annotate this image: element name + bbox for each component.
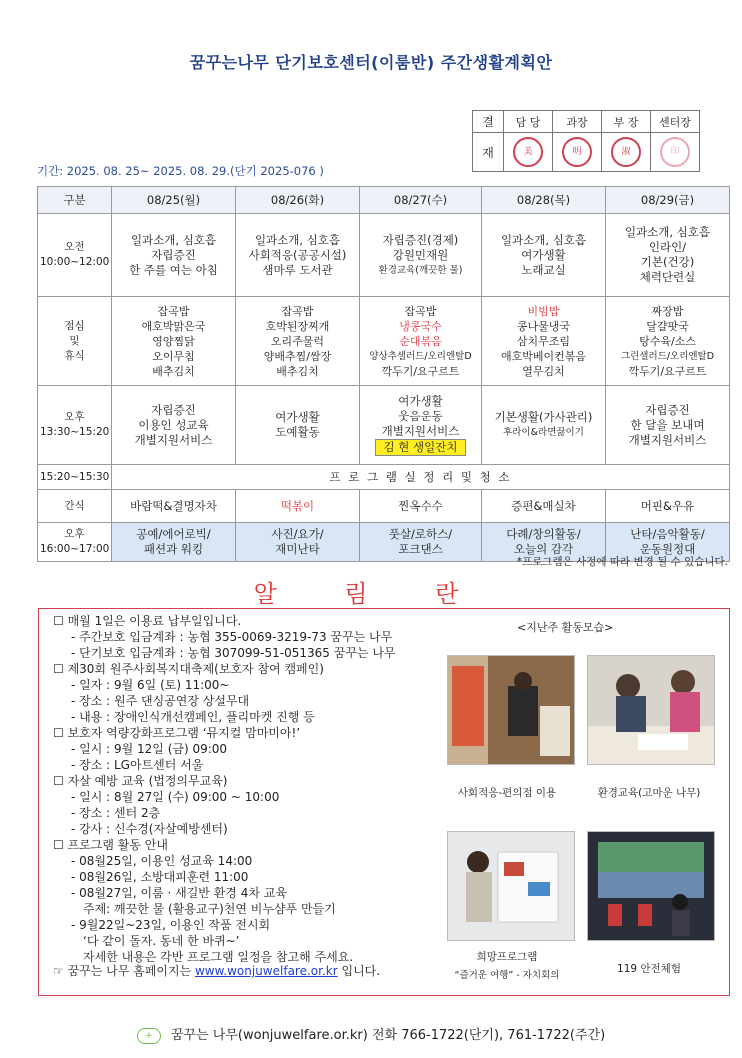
- caption: 희망프로그램: [476, 951, 538, 963]
- header-cell: 08/29(금): [606, 187, 730, 214]
- notice-item: - 일시 : 9월 12일 (금) 09:00: [71, 742, 228, 756]
- period: 기간: 2025. 08. 25~ 2025. 08. 29.(단기 2025-076 ): [37, 164, 324, 178]
- notice-item: - 일자 : 9월 6일 (토) 11:00~: [71, 678, 230, 692]
- footer-text: 꿈꾸는 나무(wonjuwelfare.or.kr) 전화 766-1722(단기), 761-1722(주간): [170, 1028, 606, 1043]
- notice-item: ‘다 같이 돌자. 동네 한 바퀴~’: [83, 934, 240, 948]
- schedule-table: [37, 186, 730, 562]
- notice-item: - 단기보호 입금계좌 : 농협 307099-51-051365 꿈꾸는 나무: [71, 646, 396, 660]
- homepage-link[interactable]: www.wonjuwelfare.or.kr: [194, 964, 338, 978]
- footer: [0, 1024, 742, 1044]
- lunch-wed: 잡곡밥 냉콩국수 순대볶음 양상추샐러드/오리엔탈D 깍두기/요구르트: [360, 297, 482, 386]
- header-cell: 08/26(화): [236, 187, 360, 214]
- clean-text: 프 로 그 램 실 정 리 및 청 소: [112, 465, 730, 490]
- lunch-tue: 잡곡밥 호박된장찌개 오리주물럭 양배추찜/쌈장 배추김치: [236, 297, 360, 386]
- approval-label-top: 결: [473, 111, 504, 133]
- caption: 사회적응-편의점 이용: [457, 787, 557, 799]
- header-cell: 08/27(수): [360, 187, 482, 214]
- notice-item: - 08월25일, 이용인 성교육 14:00: [71, 854, 253, 868]
- row-label-pm: 오후 13:30~15:20: [38, 386, 112, 465]
- caption: 119 안전체험: [617, 963, 681, 975]
- lunch-thu: 비빔밥 콩나물냉국 삼치무조림 애호박베이컨볶음 열무김치: [482, 297, 606, 386]
- notice-heading: ☐ 자살 예방 교육 (법정의무교육): [53, 774, 228, 788]
- row-label-clean: 15:20~15:30: [38, 465, 112, 490]
- am-thu: 일과소개, 심호흡 여가생활 노래교실: [482, 214, 606, 297]
- photo-hope-program: [447, 831, 575, 941]
- row-label-late: 오후 16:00~17:00: [38, 523, 112, 562]
- pm-mon: 자립증진 이용인 성교육 개별지원서비스: [112, 386, 236, 465]
- notice-heading: ☐ 매월 1일은 이용료 납부일입니다.: [53, 614, 242, 628]
- caption: “즐거운 여행” - 자치회의: [454, 970, 560, 981]
- notice-item: - 9월22일~23일, 이용인 작품 전시회: [71, 918, 271, 932]
- notice-item: - 장소 : 원주 댄싱공연장 상설무대: [71, 694, 250, 708]
- role-manager: 과장: [553, 111, 602, 133]
- header-cell: 08/28(목): [482, 187, 606, 214]
- pm-wed: 여가생활 웃음운동 개별지원서비스 김 현 생일잔치: [360, 386, 482, 465]
- row-label-lunch: 점심 및 휴식: [38, 297, 112, 386]
- pm-tue: 여가생활 도예활동: [236, 386, 360, 465]
- homepage-line: ☞ 꿈꾸는 나무 홈페이지는 www.wonjuwelfare.or.kr 입니다.: [53, 964, 381, 978]
- photo-safety-experience: [587, 831, 715, 941]
- approval-label-bottom: 재: [473, 133, 504, 172]
- birthday-highlight: 김 현 생일잔치: [375, 439, 467, 456]
- snack-wed: 찐옥수수: [360, 490, 482, 523]
- notice-item: 자세한 내용은 각반 프로그램 일정을 참고해 주세요.: [83, 950, 354, 964]
- lunch-fri: 짜장밥 달걀팟국 탕수육/소스 그린샐러드/오리엔탈D 깍두기/요구르트: [606, 297, 730, 386]
- am-mon: 일과소개, 심호흡 자립증진 한 주를 여는 아침: [112, 214, 236, 297]
- notice-item: - 장소 : LG아트센터 서울: [71, 758, 204, 772]
- am-fri: 일과소개, 심호흡 인라인/ 기본(건강) 체력단련실: [606, 214, 730, 297]
- role-staff: 담 당: [504, 111, 553, 133]
- photo-environment-class: [587, 655, 715, 765]
- notice-list: [53, 613, 453, 965]
- stamp-icon: 明: [562, 137, 592, 167]
- notice-item: - 일시 : 8월 27일 (수) 09:00 ~ 10:00: [71, 790, 280, 804]
- header-cell: 08/25(월): [112, 187, 236, 214]
- notice-item: - 08월26일, 소방대피훈련 11:00: [71, 870, 249, 884]
- notice-heading: ☐ 프로그램 활동 안내: [53, 838, 168, 852]
- role-director: 부 장: [602, 111, 651, 133]
- snack-tue: 떡볶이: [236, 490, 360, 523]
- late-fri: 난타/음악활동/ 운동원정대: [606, 523, 730, 562]
- caption: 환경교육(고마운 나무): [597, 787, 701, 799]
- schedule-note: *프로그램은 사정에 따라 변경 될 수 있습니다.: [516, 556, 728, 568]
- pm-thu: 기본생활(가사관리) 후라이&라면끓이기: [482, 386, 606, 465]
- am-wed: 자립증진(경제) 강원민재원 환경교육(깨끗한 물): [360, 214, 482, 297]
- notice-item: - 내용 : 장애인식개선캠페인, 플리마켓 진행 등: [71, 710, 315, 724]
- notice-item: - 주간보호 입금계좌 : 농협 355-0069-3219-73 꿈꾸는 나무: [71, 630, 393, 644]
- lunch-mon: 잡곡밥 애호박맑은국 영양찜닭 오이무침 배추김치: [112, 297, 236, 386]
- pm-fri: 자립증진 한 달을 보내며 개별지원서비스: [606, 386, 730, 465]
- late-mon: 공예/에어로빅/ 패션과 워킹: [112, 523, 236, 562]
- snack-thu: 증편&매실차: [482, 490, 606, 523]
- late-wed: 풋살/로하스/ 포크댄스: [360, 523, 482, 562]
- am-tue: 일과소개, 심호흡 사회적응(공공시설) 샘마루 도서관: [236, 214, 360, 297]
- stamp-icon: 淑: [611, 137, 641, 167]
- notice-heading: ☐ 보호자 역량강화프로그램 ‘뮤지컬 맘마미아!’: [53, 726, 301, 740]
- notice-item: - 08월27일, 이룸 · 새길반 환경 4차 교육: [71, 886, 287, 900]
- notice-item: - 강사 : 신수경(자살예방센터): [71, 822, 228, 836]
- notice-title: 알 림 란: [253, 580, 489, 608]
- header-cell: 구분: [38, 187, 112, 214]
- photo-convenience-store: [447, 655, 575, 765]
- stamp-icon: 美: [513, 137, 543, 167]
- row-label-am: 오전 10:00~12:00: [38, 214, 112, 297]
- snack-mon: 바람떡&결명자차: [112, 490, 236, 523]
- notice-heading: ☐ 제30회 원주사회복지대축제(보호자 참여 캠페인): [53, 662, 324, 676]
- notice-box: [38, 608, 730, 996]
- role-head: 센터장: [651, 111, 700, 133]
- notice-item: 주제: 깨끗한 물 (활용교구)천연 비누샴푸 만들기: [83, 902, 336, 916]
- page-title: 꿈꾸는나무 단기보호센터(이룸반) 주간생활계획안: [189, 53, 553, 72]
- late-tue: 사진/요가/ 재미난타: [236, 523, 360, 562]
- late-thu: 다례/창의활동/ 오늘의 감각: [482, 523, 606, 562]
- notice-item: - 장소 : 센터 2층: [71, 806, 161, 820]
- stamp-icon: 印: [660, 137, 690, 167]
- snack-fri: 머핀&우유: [606, 490, 730, 523]
- photos-title: <지난주 활동모습>: [517, 621, 614, 634]
- row-label-snack: 간식: [38, 490, 112, 523]
- approval-box: [472, 110, 700, 172]
- logo-icon: +: [137, 1028, 161, 1044]
